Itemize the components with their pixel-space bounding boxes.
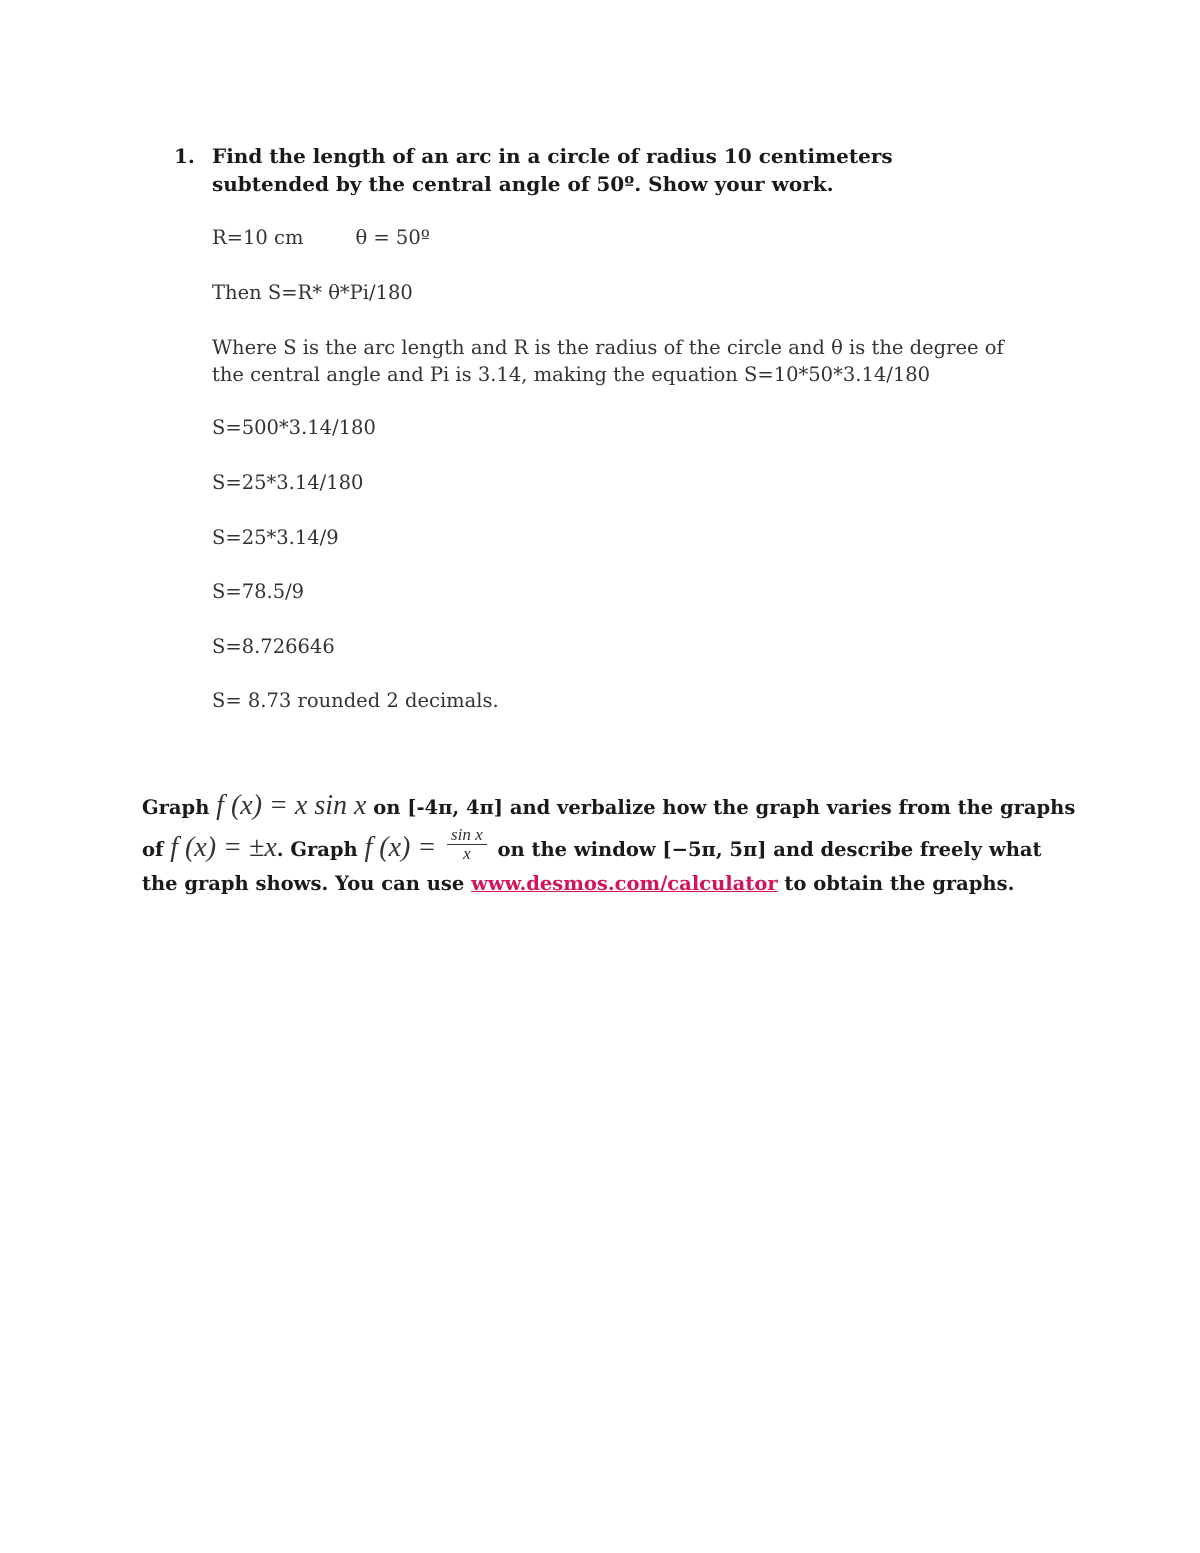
given-angle: θ = 50º <box>355 226 430 249</box>
formula-line: Then S=R* θ*Pi/180 <box>212 281 413 304</box>
given-values <box>212 224 430 251</box>
step-line: S= 8.73 rounded 2 decimals. <box>212 689 499 712</box>
desmos-link[interactable]: www.desmos.com/calculator <box>471 872 778 895</box>
given-radius: R=10 cm <box>212 226 304 249</box>
function-plus-minus-x: f (x) = ±x <box>170 832 277 863</box>
function-x-sin-x: f (x) = x sin x <box>216 790 367 821</box>
fraction-denominator: x <box>463 844 471 863</box>
of-word: of <box>142 838 164 861</box>
question-2-line-3 <box>142 872 1014 895</box>
graph-word-2: . Graph <box>276 838 358 861</box>
step-line: S=78.5/9 <box>212 580 305 603</box>
fraction-numerator: sin x <box>447 826 487 845</box>
step-line: S=25*3.14/180 <box>212 471 364 494</box>
interval-text: on [-4π, 4π] and verbalize how the graph varies from the graphs <box>373 796 1076 819</box>
graph-word: Graph <box>142 796 210 819</box>
question-2-line-2 <box>142 825 1042 869</box>
step-line: S=500*3.14/180 <box>212 416 376 439</box>
explanation-paragraph: Where S is the arc length and R is the radius of the circle and θ is the degree of the central angle and Pi is 3.14, making the equation S=10*50*3.14/180 <box>212 336 1004 386</box>
question-number: 1. <box>174 144 195 168</box>
sinc-fraction <box>447 826 487 863</box>
question-2-line-1 <box>142 790 1075 822</box>
function-sinc-lhs: f (x) = <box>364 832 437 863</box>
line3-post: to obtain the graphs. <box>784 872 1015 895</box>
line3-pre: the graph shows. You can use <box>142 872 465 895</box>
step-line: S=25*3.14/9 <box>212 526 339 549</box>
question-prompt: Find the length of an arc in a circle of radius 10 centimeters subtended by the central angle of 50º. Show your work. <box>212 144 893 196</box>
window-text: on the window [−5π, 5π] and describe freely what <box>497 838 1042 861</box>
step-line: S=8.726646 <box>212 635 335 658</box>
